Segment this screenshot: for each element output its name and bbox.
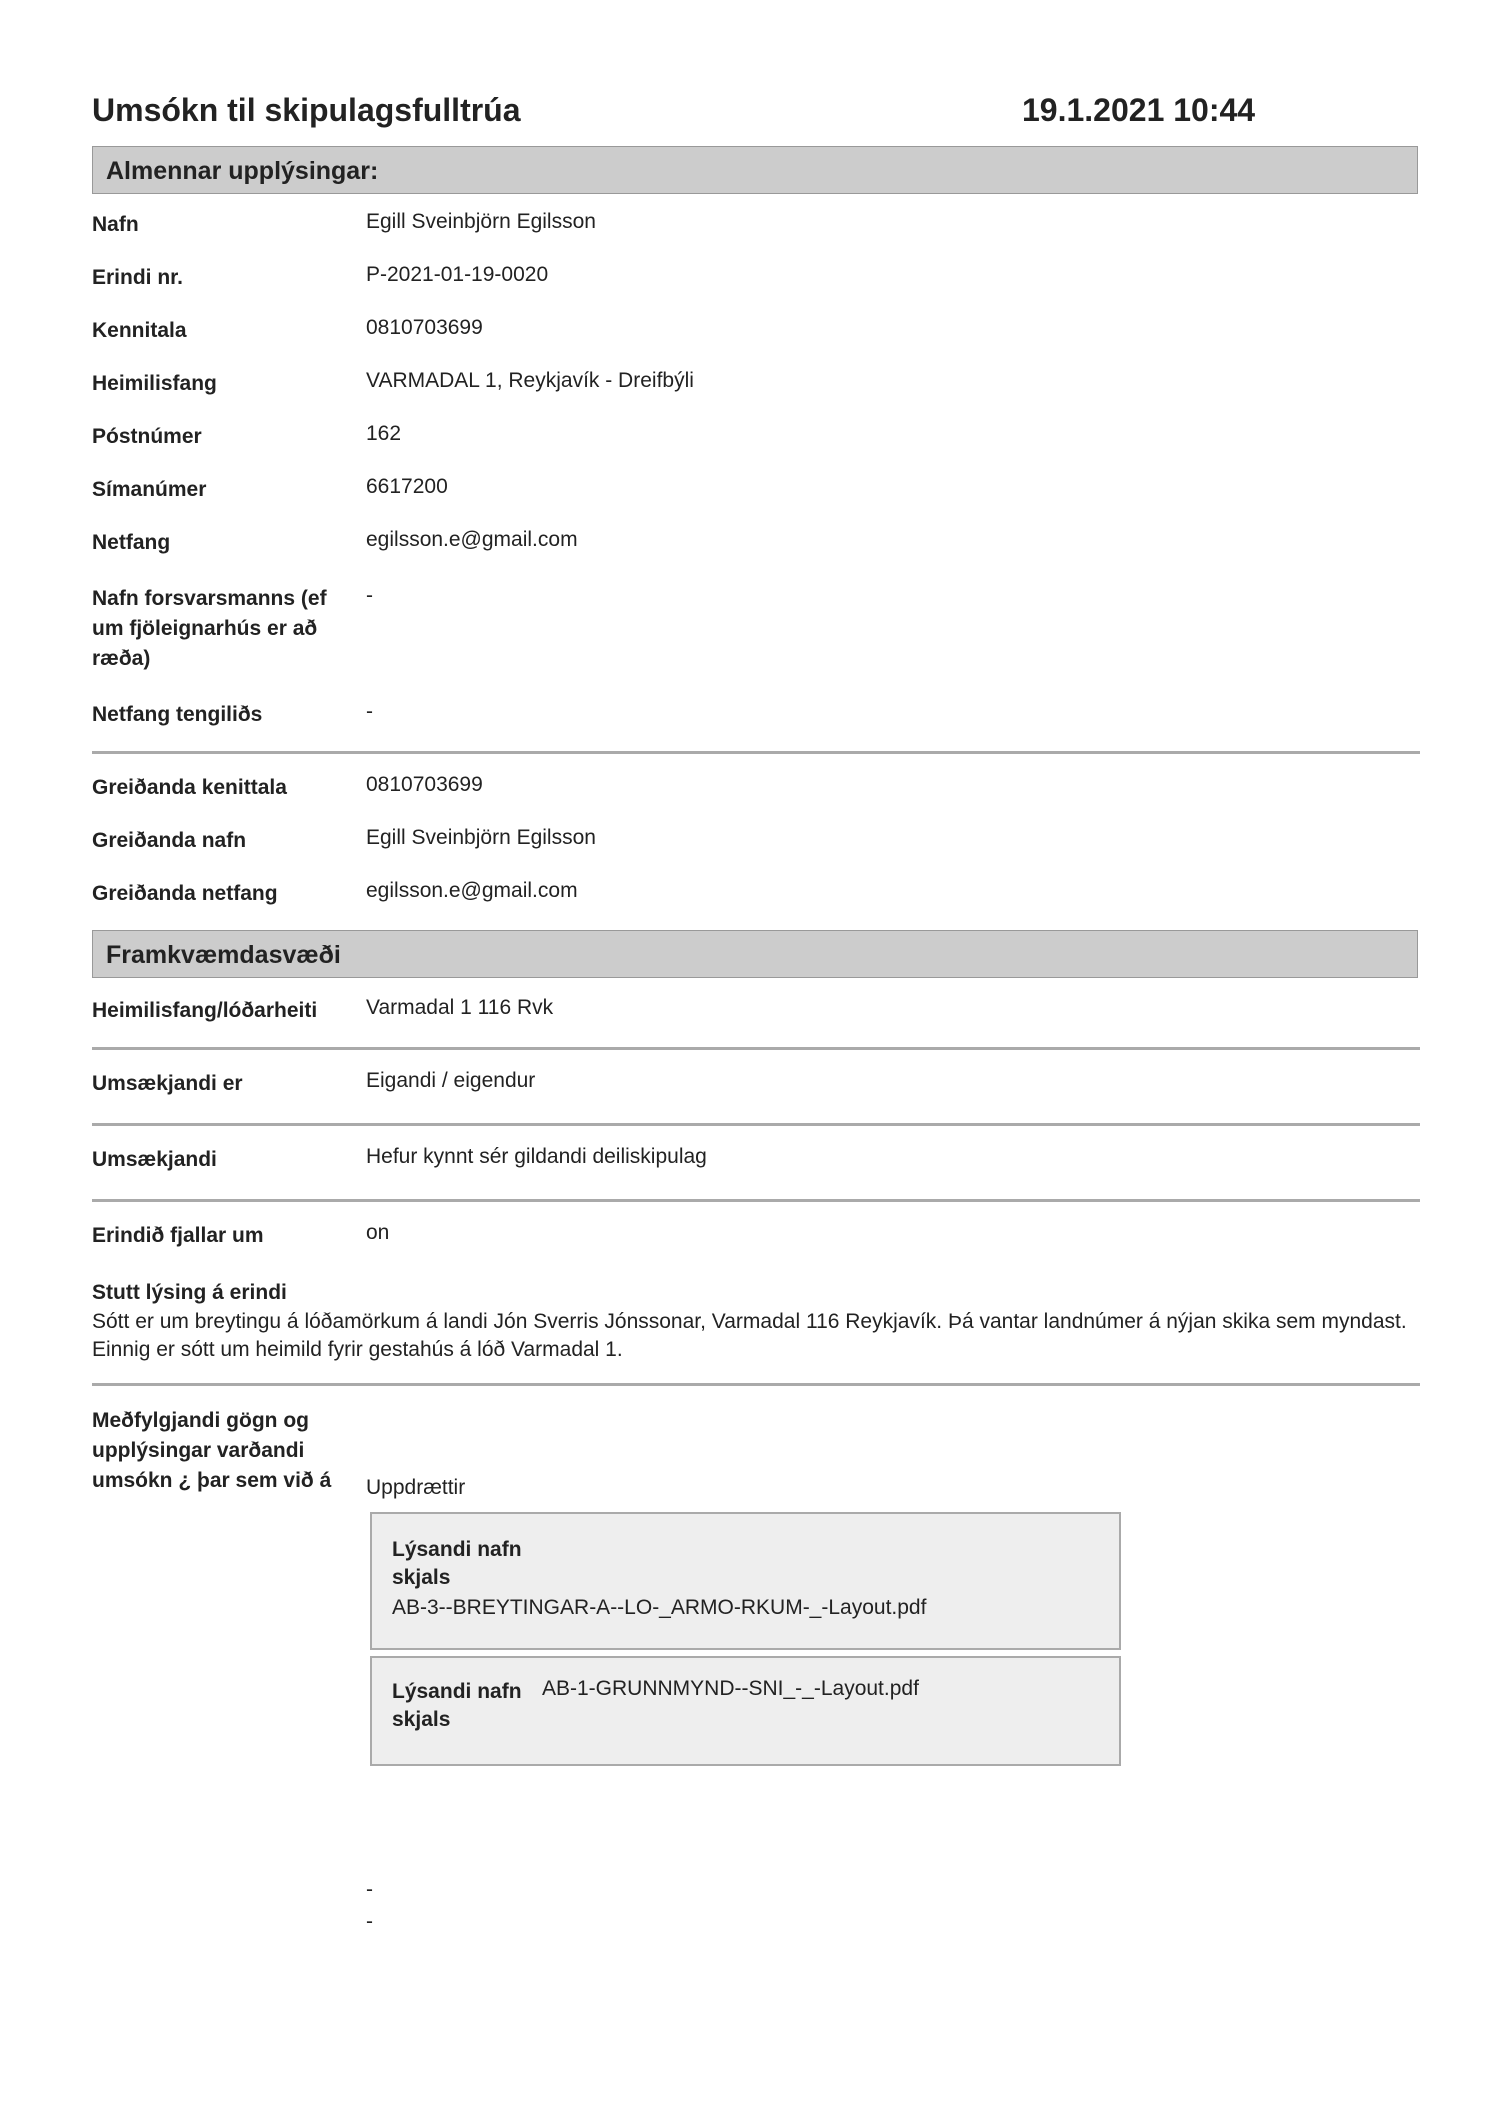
field-value: Hefur kynnt sér gildandi deiliskipulag <box>366 1145 707 1168</box>
field-label: Umsækjandi er <box>92 1072 243 1095</box>
field-value: - <box>366 700 373 723</box>
submission-datetime: 19.1.2021 10:44 <box>1022 92 1256 128</box>
attachments-group-title: Uppdrættir <box>366 1476 466 1499</box>
divider <box>92 751 1420 754</box>
field-label: Kennitala <box>92 319 187 342</box>
field-label: Erindið fjallar um <box>92 1224 264 1247</box>
file-label: Lýsandi nafn skjals <box>392 1680 522 1731</box>
field-label: Netfang <box>92 531 171 554</box>
field-value: Varmadal 1 116 Rvk <box>366 996 554 1019</box>
field-label: Nafn <box>92 213 139 236</box>
field-label: Nafn forsvarsmanns (ef um fjöleignarhús er að ræða) <box>92 587 327 670</box>
field-value: P-2021-01-19-0020 <box>366 263 549 286</box>
section-header-area: Framkvæmdasvæði <box>92 930 1418 978</box>
divider <box>92 1047 1420 1050</box>
field-value: 0810703699 <box>366 316 483 339</box>
field-value: Egill Sveinbjörn Egilsson <box>366 826 596 849</box>
field-label: Póstnúmer <box>92 425 202 448</box>
field-label: Netfang tengiliðs <box>92 703 263 726</box>
description-label: Stutt lýsing á erindi <box>92 1281 287 1304</box>
field-value: 162 <box>366 422 402 445</box>
extra-value: - <box>366 1910 373 1933</box>
field-label: Greiðanda netfang <box>92 882 278 905</box>
attachment-file <box>370 1512 1121 1650</box>
field-value: 6617200 <box>366 475 448 498</box>
page-title: Umsókn til skipulagsfulltrúa <box>92 92 521 128</box>
field-value: 0810703699 <box>366 773 483 796</box>
file-label: Lýsandi nafn skjals <box>392 1538 522 1589</box>
field-value: Eigandi / eigendur <box>366 1069 536 1092</box>
field-label: Símanúmer <box>92 478 207 501</box>
field-label: Umsækjandi <box>92 1148 217 1171</box>
field-label: Greiðanda kenittala <box>92 776 287 799</box>
field-value: Egill Sveinbjörn Egilsson <box>366 210 596 233</box>
divider <box>92 1123 1420 1126</box>
field-value: - <box>366 584 373 607</box>
description-text: Sótt er um breytingu á lóðamörkum á landi Jón Sverris Jónssonar, Varmadal 116 Reykjavík. Þá vantar landnúmer á nýjan skika sem myndast. Einnig er sótt um heimild fyrir gestahús á lóð Varmadal 1. <box>92 1310 1407 1361</box>
section-header-general: Almennar upplýsingar: <box>92 146 1418 194</box>
field-label: Greiðanda nafn <box>92 829 247 852</box>
field-label: Heimilisfang/lóðarheiti <box>92 999 318 1022</box>
field-value: egilsson.e@gmail.com <box>366 879 578 902</box>
field-label: Heimilisfang <box>92 372 217 395</box>
divider <box>92 1383 1420 1386</box>
divider <box>92 1199 1420 1202</box>
attachment-file <box>370 1656 1121 1766</box>
file-name-link[interactable]: AB-1-GRUNNMYND--SNI_-_-Layout.pdf <box>542 1677 919 1700</box>
field-label: Erindi nr. <box>92 266 184 289</box>
field-value: egilsson.e@gmail.com <box>366 528 578 551</box>
title-row <box>92 92 1420 132</box>
extra-value: - <box>366 1878 373 1901</box>
field-value: on <box>366 1221 390 1244</box>
attachments-label: Meðfylgjandi gögn og upplýsingar varðandi umsókn ¿ þar sem við á <box>92 1409 332 1492</box>
file-name-link[interactable]: AB-3--BREYTINGAR-A--LO-_ARMO-RKUM-_-Layout.pdf <box>392 1596 927 1619</box>
field-value: VARMADAL 1, Reykjavík - Dreifbýli <box>366 369 694 392</box>
